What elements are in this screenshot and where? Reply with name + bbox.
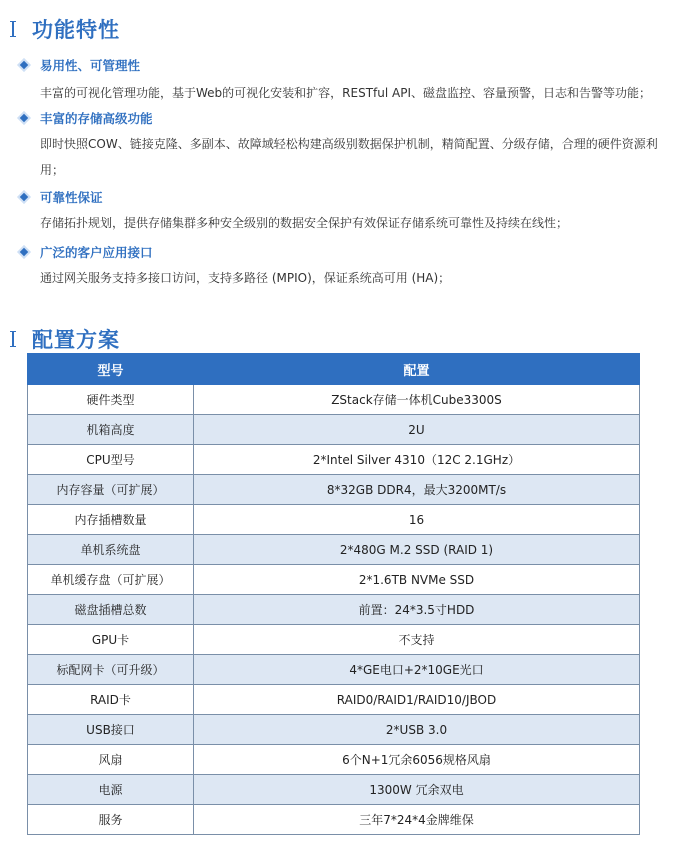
spec-value-cell: 不支持 xyxy=(194,625,640,655)
config-title: 配置方案 xyxy=(32,328,120,352)
spec-name-cell: 硬件类型 xyxy=(28,385,194,415)
feature-title: 丰富的存储高级功能 xyxy=(40,111,153,126)
table-row xyxy=(28,565,640,595)
feature-item-advanced-storage xyxy=(18,109,675,183)
feature-desc: 通过网关服务支持多接口访问，支持多路径 (MPIO)，保证系统高可用 (HA)； xyxy=(40,271,451,285)
table-row xyxy=(28,535,640,565)
table-row xyxy=(28,775,640,805)
spec-name-cell: 机箱高度 xyxy=(28,415,194,445)
heading-marker-icon xyxy=(12,331,14,347)
spec-value-cell: RAID0/RAID1/RAID10/JBOD xyxy=(194,685,640,715)
feature-desc: 存储拓扑规划，提供存储集群多种安全级别的数据安全保护有效保证存储系统可靠性及持续在线性； xyxy=(40,216,569,230)
feature-item-usability xyxy=(18,56,675,106)
spec-value-cell: 16 xyxy=(194,505,640,535)
spec-value-cell: 前置：24*3.5寸HDD xyxy=(194,595,640,625)
spec-value-cell: 1300W 冗余双电 xyxy=(194,775,640,805)
spec-value-cell: 2*1.6TB NVMe SSD xyxy=(194,565,640,595)
diamond-bullet-icon xyxy=(20,193,28,201)
spec-name-cell: 服务 xyxy=(28,805,194,835)
spec-name-cell: 电源 xyxy=(28,775,194,805)
spec-name-cell: 内存插槽数量 xyxy=(28,505,194,535)
diamond-bullet-icon xyxy=(20,114,28,122)
feature-item-reliability xyxy=(18,188,675,236)
diamond-bullet-icon xyxy=(20,248,28,256)
table-row xyxy=(28,475,640,505)
config-heading xyxy=(12,324,120,354)
spec-name-cell: 标配网卡（可升级） xyxy=(28,655,194,685)
spec-value-cell: 2*Intel Silver 4310（12C 2.1GHz） xyxy=(194,445,640,475)
spec-name-cell: 风扇 xyxy=(28,745,194,775)
spec-value-cell: 2*USB 3.0 xyxy=(194,715,640,745)
spec-value-cell: 6个N+1冗余6056规格风扇 xyxy=(194,745,640,775)
feature-desc: 即时快照COW、链接克隆、多副本、故障域轻松构建高级别数据保护机制，精简配置、分级存储，合理的硬件资源利用； xyxy=(40,137,658,177)
table-row xyxy=(28,625,640,655)
spec-value-cell: 三年7*24*4金牌维保 xyxy=(194,805,640,835)
spec-value-cell: 2*480G M.2 SSD (RAID 1) xyxy=(194,535,640,565)
table-row xyxy=(28,595,640,625)
spec-name-cell: RAID卡 xyxy=(28,685,194,715)
feature-title: 可靠性保证 xyxy=(40,190,103,205)
features-title: 功能特性 xyxy=(32,18,120,42)
diamond-bullet-icon xyxy=(20,61,28,69)
table-header-row xyxy=(28,354,640,385)
spec-value-cell: 2U xyxy=(194,415,640,445)
table-row xyxy=(28,805,640,835)
features-heading xyxy=(12,14,120,44)
spec-value-cell: 4*GE电口+2*10GE光口 xyxy=(194,655,640,685)
feature-title: 易用性、可管理性 xyxy=(40,58,141,73)
spec-name-cell: CPU型号 xyxy=(28,445,194,475)
spec-name-cell: 单机系统盘 xyxy=(28,535,194,565)
spec-name-cell: GPU卡 xyxy=(28,625,194,655)
config-table xyxy=(27,353,640,835)
heading-marker-icon xyxy=(12,21,14,37)
feature-desc: 丰富的可视化管理功能，基于Web的可视化安装和扩容，RESTful API、磁盘监控、容量预警，日志和告警等功能； xyxy=(40,86,651,100)
spec-value-cell: ZStack存储一体机Cube3300S xyxy=(194,385,640,415)
header-config: 配置 xyxy=(194,354,640,385)
table-row xyxy=(28,745,640,775)
table-row xyxy=(28,445,640,475)
spec-value-cell: 8*32GB DDR4，最大3200MT/s xyxy=(194,475,640,505)
table-body xyxy=(28,385,640,835)
spec-name-cell: 单机缓存盘（可扩展） xyxy=(28,565,194,595)
table-row xyxy=(28,655,640,685)
table-row xyxy=(28,685,640,715)
feature-title: 广泛的客户应用接口 xyxy=(40,245,153,260)
table-row xyxy=(28,415,640,445)
spec-name-cell: 内存容量（可扩展） xyxy=(28,475,194,505)
feature-item-client-interface xyxy=(18,243,675,291)
table-row xyxy=(28,505,640,535)
header-model: 型号 xyxy=(28,354,194,385)
table-row xyxy=(28,385,640,415)
spec-name-cell: 磁盘插槽总数 xyxy=(28,595,194,625)
table-row xyxy=(28,715,640,745)
spec-name-cell: USB接口 xyxy=(28,715,194,745)
